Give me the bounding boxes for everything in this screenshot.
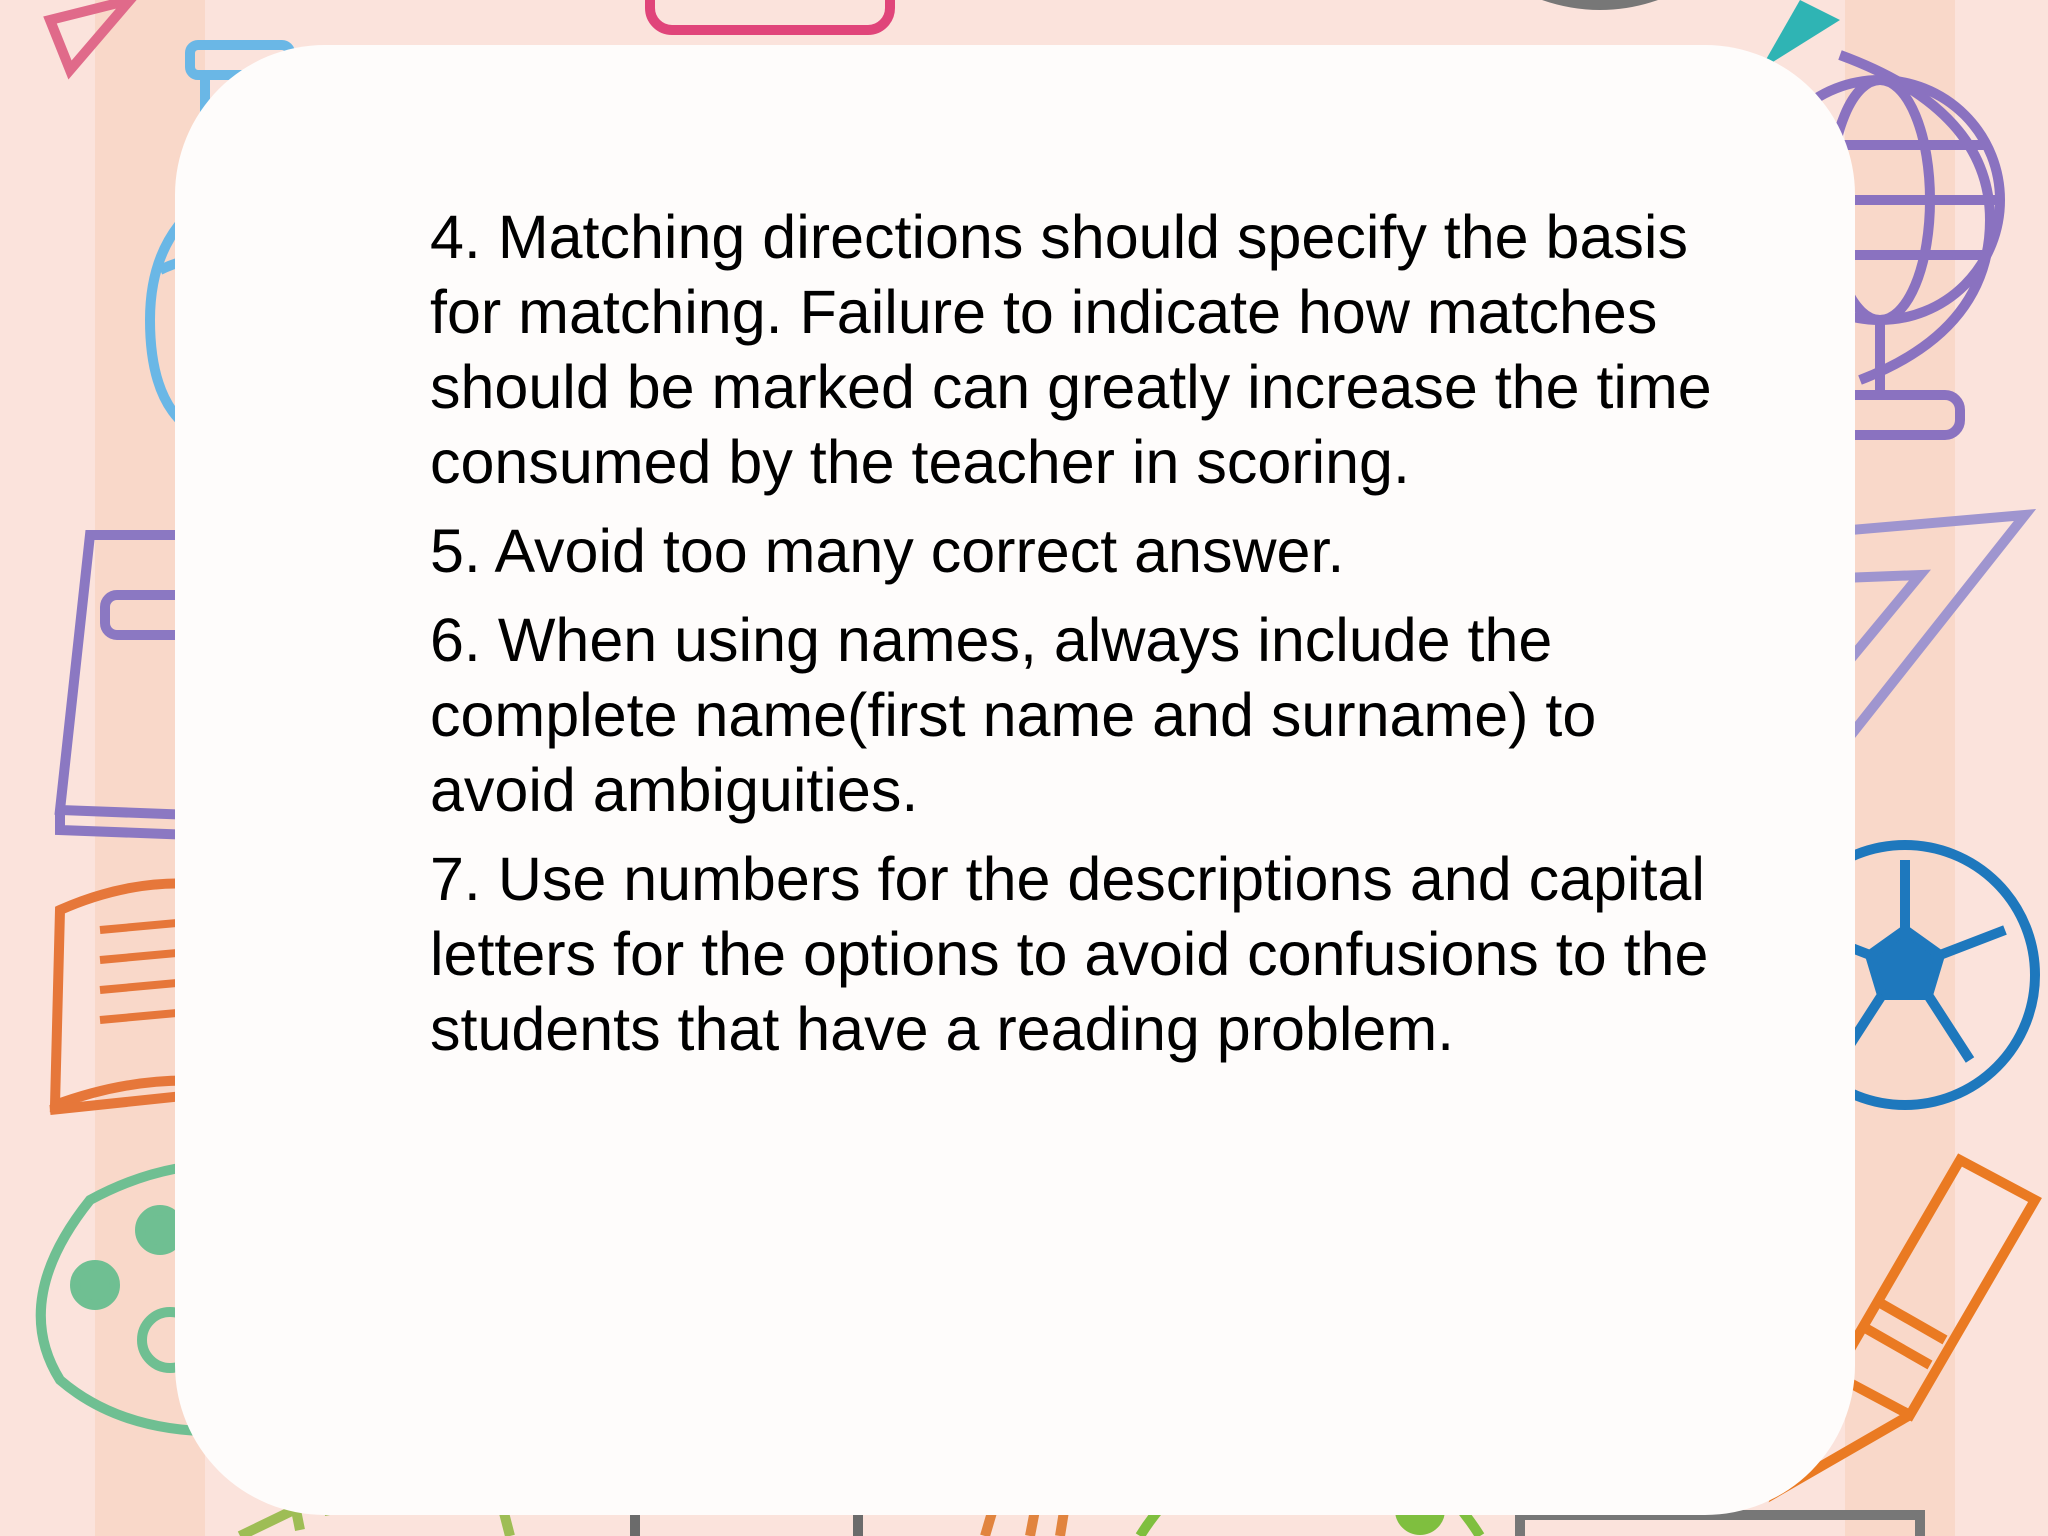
list-item: 4. Matching directions should specify the basis for matching. Failure to indicate how matches should be marked can greatly increase the time consumed by the teacher in scoring. — [430, 203, 1712, 496]
right-band — [1845, 0, 1955, 1536]
pen-tip-icon — [1760, 0, 1840, 70]
list-item: 7. Use numbers for the descriptions and capital letters for the options to avoid confusions to the students that have a reading problem. — [430, 845, 1709, 1063]
list-item: 5. Avoid too many correct answer. — [430, 517, 1345, 585]
list-item: 6. When using names, always include the complete name(first name and surname) to avoid ambiguities. — [430, 606, 1597, 824]
slide-body — [430, 200, 1730, 1081]
eraser-icon — [650, 0, 890, 30]
dial-icon — [1530, 0, 1670, 5]
